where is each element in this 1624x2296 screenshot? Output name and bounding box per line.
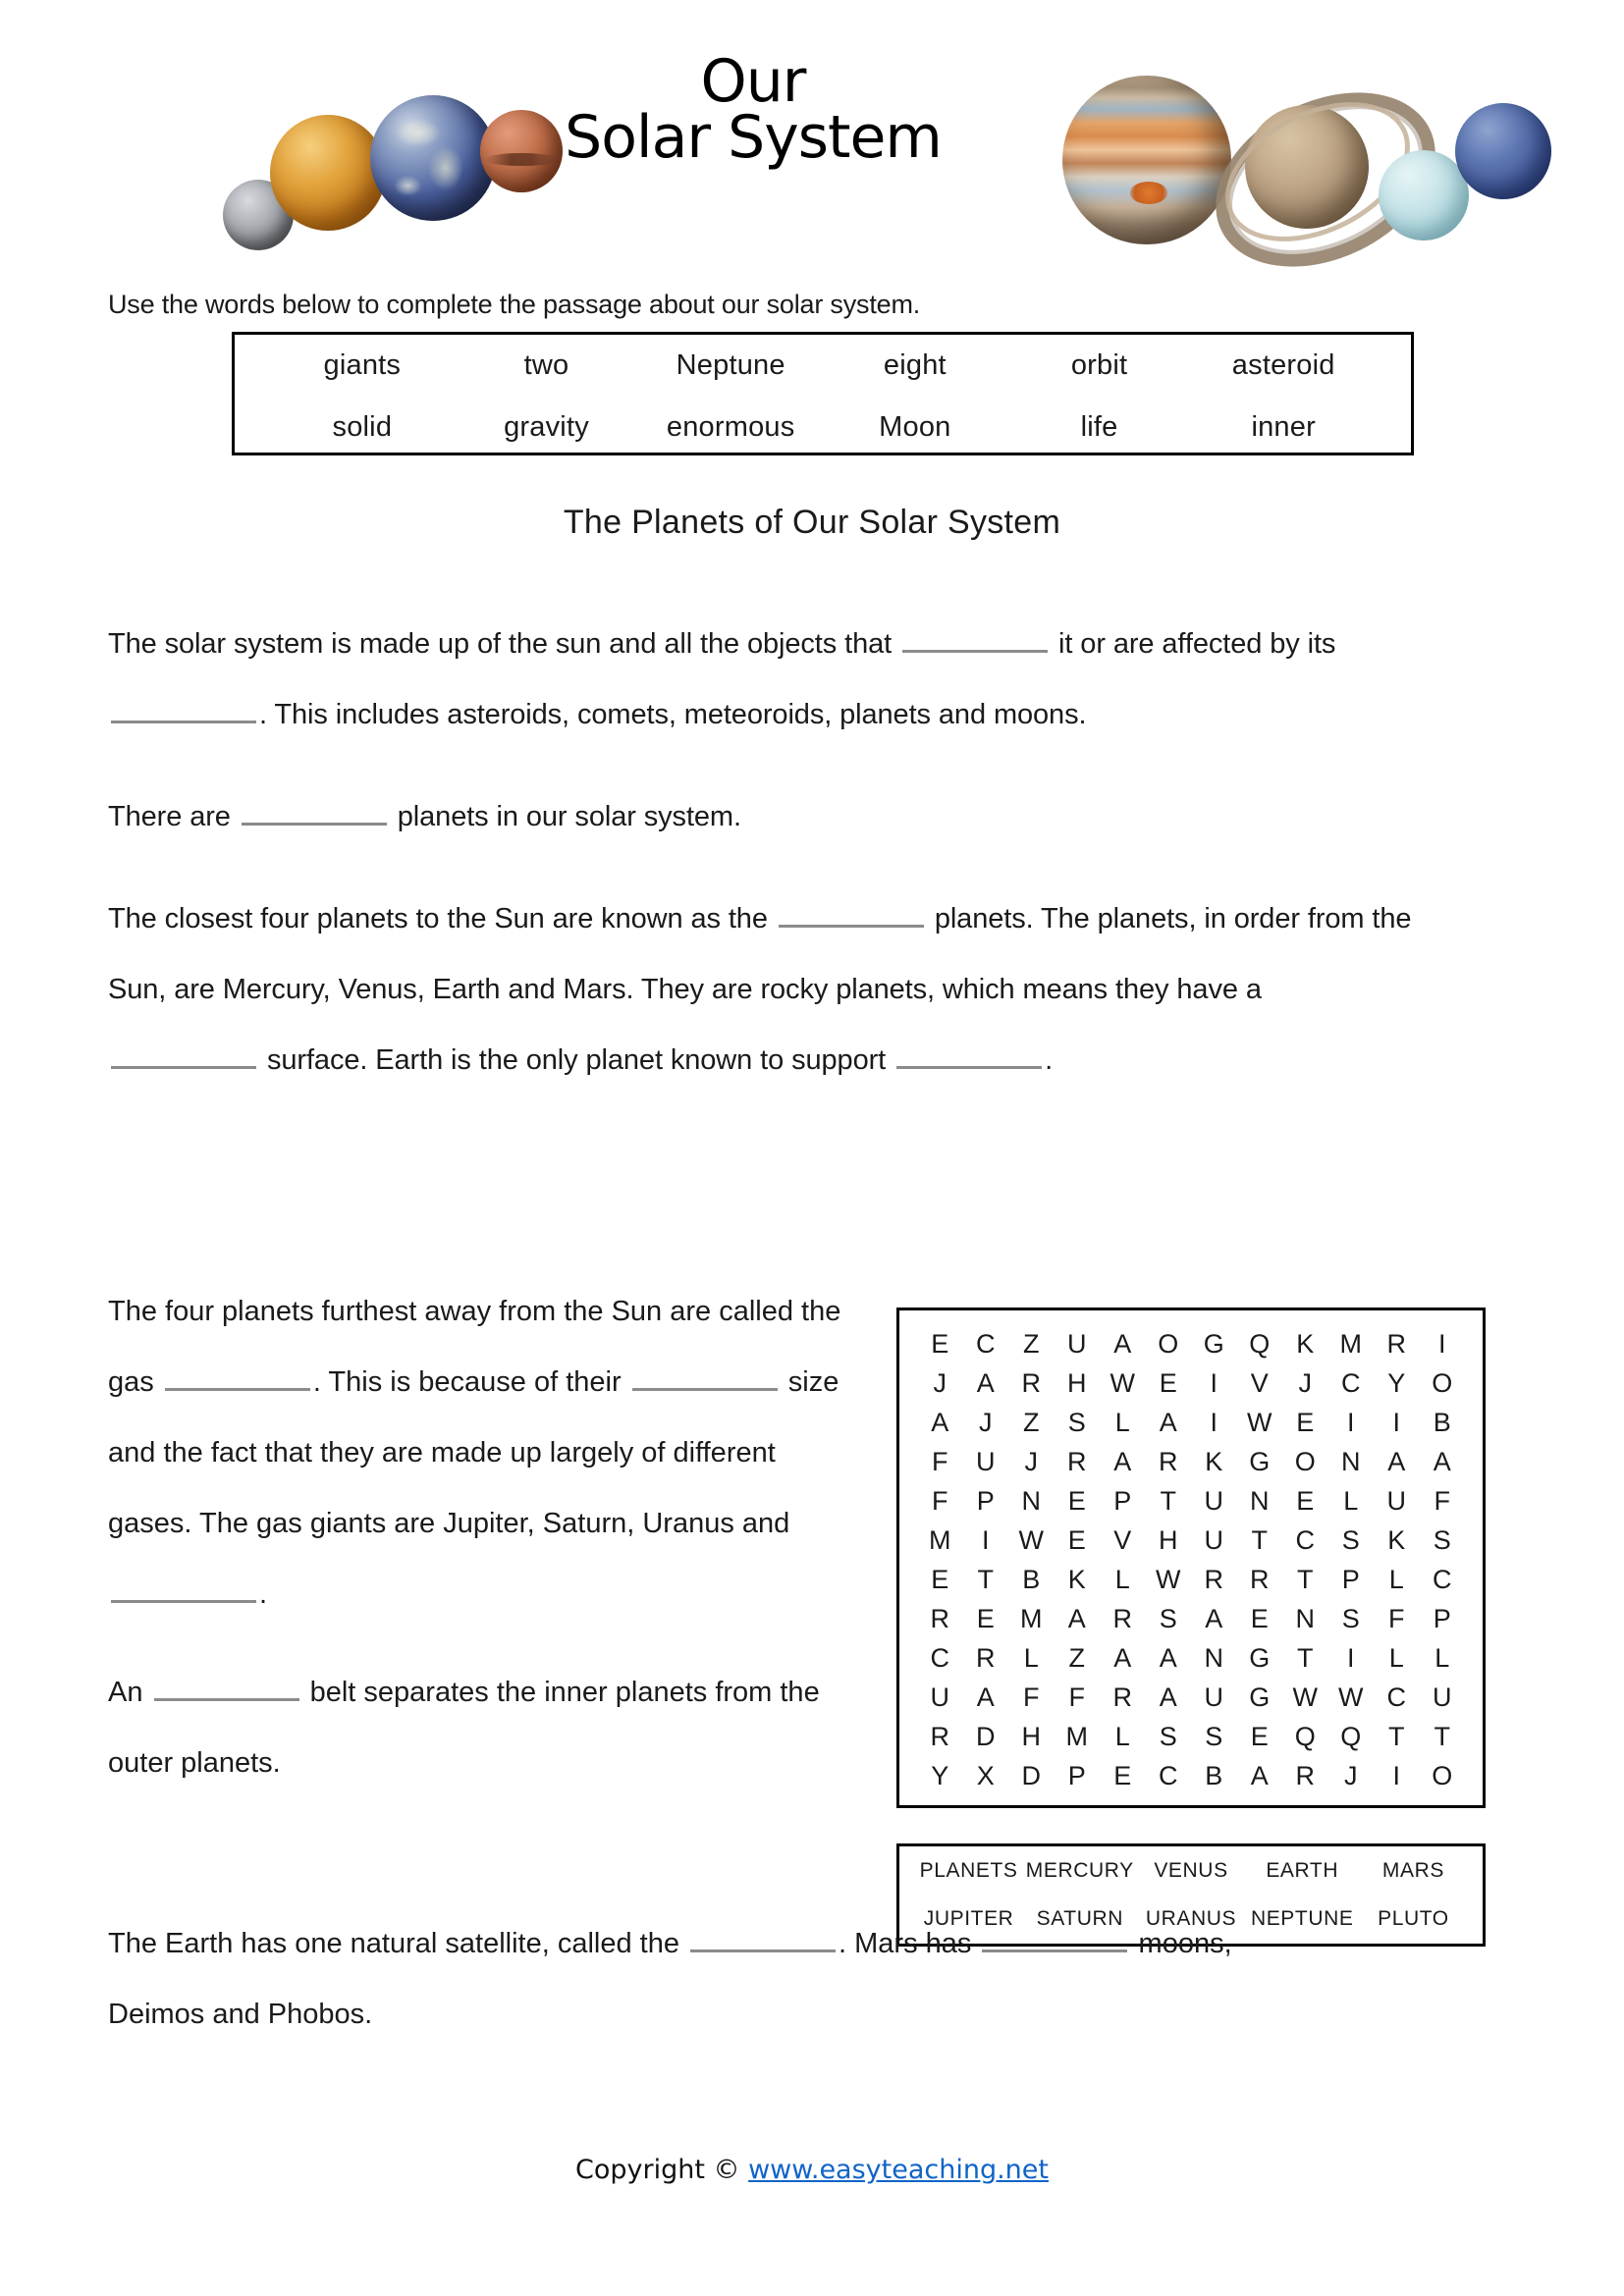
neptune-planet-icon [1455,103,1551,199]
word-search-grid-box[interactable] [896,1308,1486,1808]
passage-text: planets. The planets, in order from the Sun, are Mercury, Venus, Earth and Mars. They are rocky planets, which means they have a [108,903,1412,1005]
answer-blank-giants[interactable] [165,1362,310,1391]
passage-paragraph-2 [108,781,1414,852]
answer-blank-asteroid[interactable] [154,1673,299,1701]
word-search-cell[interactable]: G [1249,1446,1271,1476]
word-search-cell[interactable]: I [981,1524,990,1555]
word-search-cell[interactable]: M [1020,1603,1043,1633]
word-search-cell[interactable]: O [1294,1446,1316,1476]
word-search-word: EARTH [1266,1858,1339,1882]
word-search-cell[interactable]: U [1204,1682,1223,1712]
passage-paragraph-5 [108,1657,854,1798]
word-search-cell[interactable]: C [976,1328,996,1359]
word-search-cell[interactable]: R [930,1603,949,1633]
word-search-cell[interactable]: K [1067,1564,1086,1594]
word-search-cell[interactable]: G [1249,1642,1271,1673]
word-search-cell[interactable]: P [1341,1564,1360,1594]
word-search-cell[interactable]: B [1433,1407,1451,1437]
word-bank-item: solid [332,411,393,443]
passage-text: . This is because of their [312,1366,622,1398]
word-search-cell[interactable]: E [1250,1721,1269,1751]
word-search-cell[interactable]: J [1344,1760,1358,1790]
word-search-cell[interactable]: U [1204,1524,1223,1555]
word-bank-item: two [523,349,569,381]
word-search-cell[interactable]: F [1434,1485,1450,1516]
word-search-word: MARS [1381,1858,1444,1882]
word-search-cell[interactable]: N [1021,1485,1041,1516]
word-search-cell[interactable]: C [1159,1760,1178,1790]
word-bank-item: gravity [504,411,589,443]
word-search-cell[interactable]: C [930,1642,949,1673]
word-search-cell[interactable]: I [1437,1328,1446,1359]
word-bank-item: enormous [666,411,795,443]
passage-paragraph-1 [108,609,1414,750]
passage-title: The Planets of Our Solar System [563,504,1061,541]
word-search-cell[interactable]: J [933,1367,947,1398]
word-search-word: PLANETS [919,1858,1018,1882]
word-bank-item: giants [323,349,402,381]
passage-text: The four planets furthest away from the Sun are called the gas [108,1296,841,1398]
word-search-cell[interactable]: A [1159,1642,1177,1673]
word-search-cell[interactable]: A [976,1367,995,1398]
passage-text: . This includes asteroids, comets, meteoroids, planets and moons. [259,699,1087,730]
word-search-cell[interactable]: W [1110,1367,1135,1398]
passage-text: size and the fact that they are made up largely of different gases. The gas giants are Jupiter, Saturn, Uranus and [108,1366,839,1539]
word-search-word: MERCURY [1025,1858,1134,1882]
word-search-cell[interactable]: P [976,1485,995,1516]
word-search-cell[interactable]: H [1067,1367,1087,1398]
passage-paragraph-6 [108,1908,1286,2050]
word-search-cell[interactable]: Z [1023,1328,1040,1359]
passage-left-column [108,1276,854,1826]
passage-text: . [1045,1044,1054,1076]
word-search-cell[interactable]: F [932,1485,948,1516]
word-search-cell[interactable]: R [1386,1328,1406,1359]
passage-text: . [259,1578,268,1610]
word-search-cell[interactable]: T [1388,1721,1405,1751]
word-search-cell[interactable]: L [1435,1642,1450,1673]
passage-paragraph-4 [108,1276,854,1629]
word-search-cell[interactable]: E [1067,1485,1086,1516]
word-search-cell[interactable]: L [1114,1721,1130,1751]
word-search-cell[interactable]: W [1156,1564,1181,1594]
word-search-cell[interactable]: R [1112,1682,1132,1712]
passage-text: belt separates the inner planets from the outer planets. [108,1677,820,1779]
word-search-cell[interactable]: U [930,1682,949,1712]
passage-text: An [108,1677,143,1708]
word-search-words-row-1 [899,1846,1483,1895]
word-bank-row-2 [235,397,1411,458]
word-bank-box [232,332,1414,455]
word-search-cell[interactable]: Z [1068,1642,1085,1673]
answer-blank-gravity[interactable] [111,695,256,723]
answer-blank-orbit[interactable] [902,624,1048,653]
word-search-cell[interactable]: X [976,1760,995,1790]
passage-body [108,609,1414,1127]
word-search-cell[interactable]: A [1387,1446,1406,1476]
word-search-cell[interactable]: W [1292,1682,1318,1712]
word-search-cell[interactable]: I [1346,1642,1355,1673]
title-line-1: Our [700,47,806,116]
word-search-cell[interactable]: P [1433,1603,1451,1633]
word-search-cell[interactable]: J [1024,1446,1038,1476]
passage-text: moons, Deimos and Phobos. [108,1928,1232,2030]
title-line-2: Solar System [565,103,942,172]
word-search-cell[interactable]: N [1341,1446,1361,1476]
word-search-cell[interactable]: U [1067,1328,1087,1359]
word-search-cell[interactable]: S [1433,1524,1451,1555]
word-search-cell[interactable]: G [1203,1328,1224,1359]
word-bank-item: life [1080,411,1118,443]
word-search-word: SATURN [1036,1906,1123,1930]
word-search-cell[interactable]: A [1433,1446,1451,1476]
answer-blank-enormous[interactable] [632,1362,778,1391]
passage-text: it or are affected by its [1058,628,1336,660]
word-search-cell[interactable]: K [1387,1524,1406,1555]
word-search-cell[interactable]: J [979,1407,993,1437]
word-search-cell[interactable]: Y [1387,1367,1406,1398]
word-search-cell[interactable]: L [1388,1564,1404,1594]
word-search-cell[interactable]: B [1205,1760,1223,1790]
footer [0,2155,1624,2185]
word-search-word: URANUS [1145,1906,1237,1930]
word-search-cell[interactable]: W [1247,1407,1272,1437]
word-search-cell[interactable]: E [1159,1367,1177,1398]
word-search-cell[interactable]: U [1386,1485,1406,1516]
word-search-cell[interactable]: R [1159,1446,1178,1476]
answer-blank-neptune[interactable] [111,1575,256,1603]
passage-text: The solar system is made up of the sun and all the objects that [108,628,893,660]
word-search-cell[interactable]: V [1113,1524,1132,1555]
word-search-cell[interactable]: Z [1023,1407,1040,1437]
word-bank-item: Moon [879,411,951,443]
word-search-cell[interactable]: M [1065,1721,1088,1751]
word-bank-item: orbit [1070,349,1128,381]
word-search-cell[interactable]: E [931,1328,949,1359]
word-search-cell[interactable]: R [1204,1564,1223,1594]
word-search-cell[interactable]: L [1343,1485,1359,1516]
word-search-cell[interactable]: S [1159,1721,1177,1751]
word-search-cell[interactable]: R [1021,1367,1041,1398]
word-search-cell[interactable]: W [1018,1524,1044,1555]
word-search-cell[interactable]: R [976,1642,996,1673]
word-search-cell[interactable]: R [1250,1564,1270,1594]
word-search-cell[interactable]: K [1296,1328,1315,1359]
word-search-cell[interactable]: T [1251,1524,1268,1555]
word-search-cell[interactable]: I [1392,1407,1400,1437]
word-search-cell[interactable]: N [1295,1603,1315,1633]
word-search-cell[interactable]: P [1067,1760,1086,1790]
word-search-cell[interactable]: F [1068,1682,1085,1712]
word-bank-row-1 [235,335,1411,397]
passage-text: . Mars has [839,1928,972,1959]
passage-text: surface. Earth is the only planet known to support [266,1044,887,1076]
copyright-text: Copyright © [575,2155,749,2185]
word-search-cell[interactable]: I [1346,1407,1355,1437]
uranus-planet-icon [1379,150,1469,240]
word-search-cell[interactable]: I [1210,1367,1218,1398]
word-search-cell[interactable]: E [1067,1524,1086,1555]
word-search-cell[interactable]: T [1297,1642,1314,1673]
word-search-cell[interactable]: T [1297,1564,1314,1594]
answer-blank-two[interactable] [982,1924,1127,1952]
word-search-cell[interactable]: A [1113,1642,1132,1673]
word-search-cell[interactable]: E [1296,1407,1315,1437]
word-search-word: NEPTUNE [1250,1906,1354,1930]
word-search-cell[interactable]: R [930,1721,949,1751]
word-search-cell[interactable]: N [1250,1485,1270,1516]
answer-blank-solid[interactable] [111,1041,256,1069]
word-search-cell[interactable]: J [1298,1367,1312,1398]
word-search-cell[interactable]: A [1159,1682,1177,1712]
word-search-cell[interactable]: S [1159,1603,1177,1633]
word-search-cell[interactable]: Q [1340,1721,1362,1751]
word-bank-item: eight [883,349,947,381]
word-search-cell[interactable]: R [1067,1446,1087,1476]
word-search-cell[interactable]: O [1432,1367,1453,1398]
word-search-cell[interactable]: E [1296,1485,1315,1516]
passage-text: The Earth has one natural satellite, called the [108,1928,679,1959]
word-search-cell[interactable]: A [1067,1603,1086,1633]
word-search-cell[interactable]: O [1158,1328,1179,1359]
word-search-cell[interactable]: A [1250,1760,1269,1790]
word-search-cell[interactable]: P [1113,1485,1132,1516]
answer-blank-eight[interactable] [242,797,387,826]
word-search-cell[interactable]: Q [1249,1328,1271,1359]
word-search-cell[interactable]: E [931,1564,949,1594]
answer-blank-life[interactable] [896,1041,1042,1069]
passage-text: The closest four planets to the Sun are known as the [108,903,768,934]
word-search-cell[interactable]: L [1114,1407,1130,1437]
word-search-cell[interactable]: R [1295,1760,1315,1790]
word-search-cell[interactable]: M [929,1524,951,1555]
word-search-cell[interactable]: U [976,1446,996,1476]
word-search-cell[interactable]: L [1023,1642,1039,1673]
word-search-cell[interactable]: E [1250,1603,1269,1633]
word-search-cell[interactable]: H [1021,1721,1041,1751]
jupiter-planet-icon [1062,76,1231,244]
word-search-cell[interactable]: G [1249,1682,1271,1712]
word-search-cell[interactable]: A [1159,1407,1177,1437]
word-search-cell[interactable]: E [1113,1760,1132,1790]
word-search-cell[interactable]: S [1205,1721,1223,1751]
word-search-cell[interactable]: B [1022,1564,1041,1594]
word-search-cell[interactable]: C [1295,1524,1315,1555]
word-search-cell[interactable]: A [1113,1328,1132,1359]
passage-bottom [108,1908,1286,2050]
word-bank-item: Neptune [676,349,785,381]
passage-text: There are [108,801,231,832]
word-search-cell[interactable]: H [1159,1524,1178,1555]
passage-text: planets in our solar system. [397,801,741,832]
word-bank-item: asteroid [1231,349,1335,381]
word-search-cell[interactable]: T [977,1564,994,1594]
word-search-word: JUPITER [923,1906,1014,1930]
word-search-cell[interactable]: I [1210,1407,1218,1437]
word-search-cell[interactable]: Q [1294,1721,1316,1751]
passage-paragraph-3 [108,883,1414,1095]
word-bank-item: inner [1251,411,1316,443]
instruction-text: Use the words below to complete the passage about our solar system. [108,290,921,319]
word-search-cell[interactable]: A [1113,1446,1132,1476]
word-search-cell[interactable]: V [1250,1367,1269,1398]
word-search-cell[interactable]: M [1339,1328,1362,1359]
word-search-cell[interactable]: U [1204,1485,1223,1516]
easyteaching-link[interactable]: www.easyteaching.net [748,2155,1049,2185]
word-search-cell[interactable]: O [1432,1760,1453,1790]
word-search-cell[interactable]: K [1205,1446,1223,1476]
word-search-cell[interactable]: F [1023,1682,1040,1712]
word-search-cell[interactable]: A [976,1682,995,1712]
word-search-cell[interactable]: T [1160,1485,1176,1516]
word-search-cell[interactable]: L [1114,1564,1130,1594]
word-search-cell[interactable]: A [931,1407,949,1437]
word-search-cell[interactable]: Y [931,1760,949,1790]
word-search-cell[interactable]: A [1205,1603,1223,1633]
word-search-cell[interactable]: I [1392,1760,1400,1790]
word-search-cell[interactable]: S [1341,1603,1360,1633]
answer-blank-inner[interactable] [779,899,924,928]
word-search-cell[interactable]: L [1388,1642,1404,1673]
venus-planet-icon [270,115,386,231]
word-search-cell[interactable]: D [1021,1760,1041,1790]
word-search-cell[interactable]: F [932,1446,948,1476]
word-search-cell[interactable]: C [1341,1367,1361,1398]
word-search-cell[interactable]: T [1434,1721,1450,1751]
page-header [0,47,1624,250]
word-search-cell[interactable]: S [1341,1524,1360,1555]
word-search-cell[interactable]: F [1388,1603,1405,1633]
word-search-grid[interactable] [917,1324,1465,1791]
outer-planets-illustration [1062,54,1612,250]
word-search-word: PLUTO [1378,1906,1449,1930]
word-search-cell[interactable]: R [1112,1603,1132,1633]
word-search-cell[interactable]: U [1433,1682,1452,1712]
answer-blank-moon[interactable] [690,1924,836,1952]
word-search-cell[interactable]: C [1386,1682,1406,1712]
word-search-word: VENUS [1154,1858,1228,1882]
word-search-cell[interactable]: C [1433,1564,1452,1594]
word-search-cell[interactable]: W [1338,1682,1364,1712]
word-search-cell[interactable]: S [1067,1407,1086,1437]
word-search-cell[interactable]: N [1204,1642,1223,1673]
word-search-cell[interactable]: E [976,1603,995,1633]
page-title [459,47,1048,172]
word-search-cell[interactable]: D [976,1721,996,1751]
